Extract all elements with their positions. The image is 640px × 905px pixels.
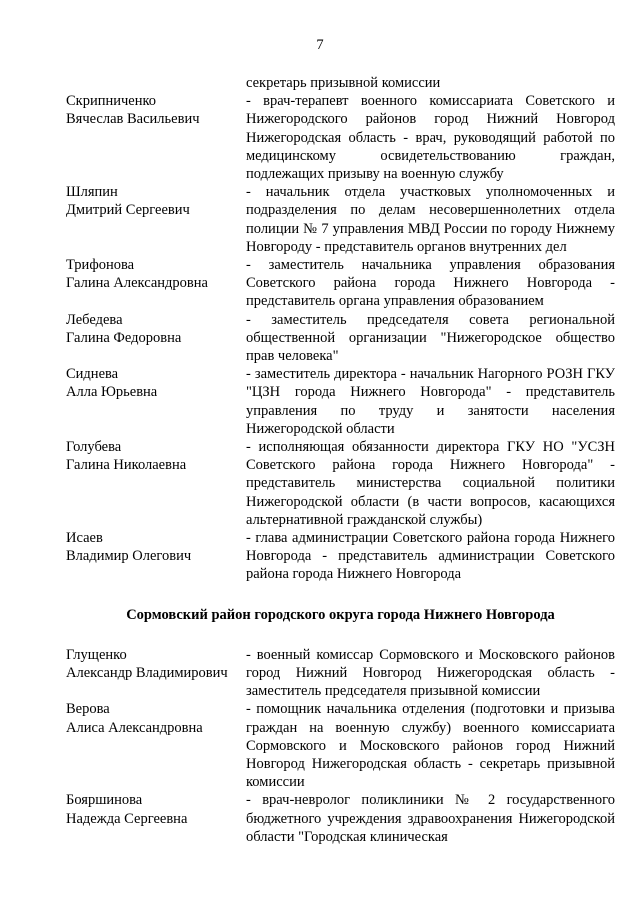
member-given-name: Надежда Сергеевна (66, 810, 188, 827)
member-name (66, 700, 246, 791)
member-entry (66, 92, 615, 183)
member-surname: Шляпин (66, 184, 118, 201)
member-name (66, 438, 246, 529)
member-role: - начальник отдела участковых уполномоченных и подразделения по делам несовершеннолетних отдела полиции № 7 управления МВД России по городу Нижнему Новгороду - представитель органов внутренних дел (246, 184, 615, 255)
member-role: - заместитель председателя совета региональной общественной организации "Нижегородское общество прав человека" (246, 311, 615, 365)
member-name (66, 92, 246, 183)
commission-list (66, 74, 615, 846)
member-given-name: Дмитрий Сергеевич (66, 202, 190, 219)
member-entry (66, 791, 615, 846)
member-name (66, 646, 246, 701)
member-given-name: Вячеслав Васильевич (66, 111, 200, 128)
member-surname: Исаев (66, 530, 103, 547)
member-surname: Голубева (66, 439, 122, 456)
member-entry (66, 438, 615, 529)
member-given-name: Галина Александровна (66, 275, 208, 292)
member-role: - заместитель начальника управления образования Советского района города Нижнего Новгорода - представитель органа управления образованием (246, 257, 615, 310)
member-given-name: Владимир Олегович (66, 548, 192, 565)
continuation-text: секретарь призывной комиссии (246, 75, 441, 91)
member-entry (66, 646, 615, 701)
member-entry (66, 365, 615, 438)
page-number: 7 (316, 37, 324, 53)
member-role: - военный комиссар Сормовского и Московского районов город Нижний Новгород Нижегородская область - заместитель председателя призывной комиссии (246, 646, 615, 700)
member-role: - врач-невролог поликлиники № 2 государственного бюджетного учреждения здравоохранения Нижегородской области "Городская клиническая (246, 792, 615, 845)
member-role: - помощник начальника отделения (подготовки и призыва граждан на военную службу) военного комиссариата Сормовского и Московского районов город Нижний Новгород Нижегородская область - секретарь призывной комиссии (246, 701, 615, 791)
continuation-row (66, 74, 615, 92)
member-name (66, 183, 246, 256)
member-surname: Скрипниченко (66, 93, 157, 110)
member-entry (66, 311, 615, 366)
member-role: - глава администрации Советского района города Нижнего Новгорода - представитель администрации Советского района города Нижнего Новгорода (246, 530, 615, 583)
member-surname: Трифонова (66, 257, 135, 274)
member-given-name: Галина Николаевна (66, 457, 187, 474)
member-name (66, 256, 246, 311)
member-name (66, 529, 246, 584)
member-given-name: Алла Юрьевна (66, 384, 158, 401)
member-name (66, 311, 246, 366)
member-role: - заместитель директора - начальник Нагорного РОЗН ГКУ "ЦЗН города Нижнего Новгорода" - представитель управления по труду и занятости населения Нижегородской области (246, 366, 615, 437)
member-surname: Лебедева (66, 311, 123, 328)
section-title: Сормовский район городского округа города Нижнего Новгорода (126, 606, 555, 623)
member-given-name: Алиса Александровна (66, 719, 203, 736)
member-given-name: Галина Федоровна (66, 329, 182, 346)
entries-top (66, 92, 615, 583)
member-entry (66, 183, 615, 256)
member-surname: Бояршинова (66, 792, 143, 809)
member-role: - исполняющая обязанности директора ГКУ НО "УСЗН Советского района города Нижнего Новгорода" - представитель министерства социальной политики Нижегородской области (в части вопросов, касающихся альтернативной гражданской службы) (246, 439, 615, 528)
member-entry (66, 529, 615, 584)
member-name (66, 791, 246, 846)
member-entry (66, 700, 615, 791)
member-surname: Сиднева (66, 366, 119, 383)
member-surname: Верова (66, 701, 110, 718)
entries-bottom (66, 646, 615, 846)
member-given-name: Александр Владимирович (66, 664, 228, 681)
member-entry (66, 256, 615, 311)
member-name (66, 365, 246, 438)
member-surname: Глущенко (66, 646, 127, 663)
member-role: - врач-терапевт военного комиссариата Советского и Нижегородского районов город Нижний Новгород Нижегородская область - врач, руководящий работой по медицинскому освидетельствованию граждан, подлежащих призыву на военную службу (246, 93, 615, 183)
